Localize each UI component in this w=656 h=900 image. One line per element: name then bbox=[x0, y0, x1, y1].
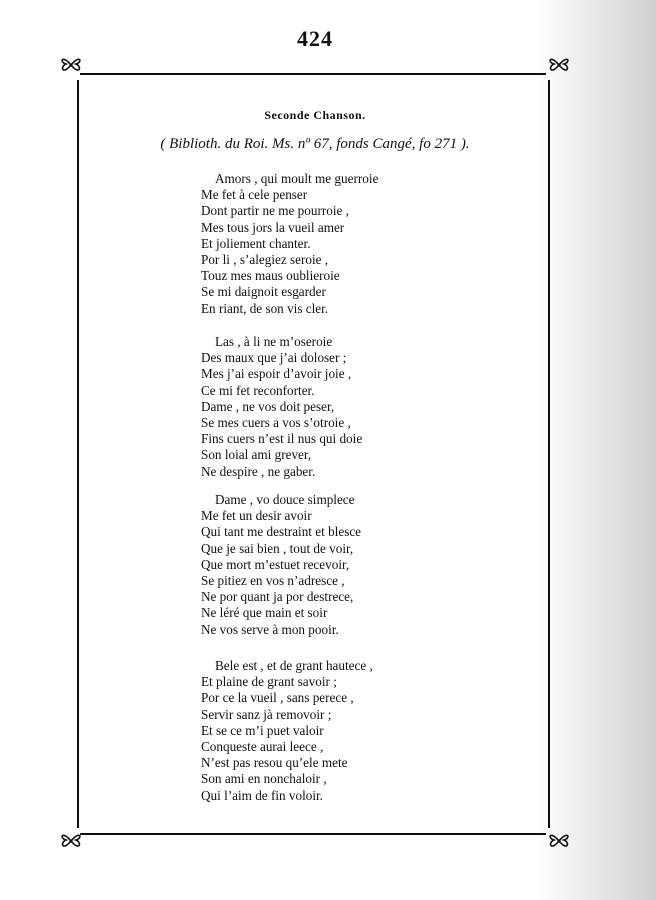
verse-line: Touz mes maus oublieroie bbox=[201, 268, 340, 284]
frame-left-rule bbox=[77, 80, 79, 828]
frame-right-rule bbox=[548, 80, 550, 828]
verse-line: Conqueste aurai leece , bbox=[201, 739, 324, 755]
frame-bottom-rule bbox=[80, 833, 546, 835]
stanza-4 bbox=[201, 658, 373, 804]
verse-line: Qui tant me destraint et blesce bbox=[201, 524, 362, 540]
verse-line: En riant, de son vis cler. bbox=[201, 300, 329, 316]
verse-line: Ne despire , ne gaber. bbox=[201, 463, 316, 479]
verse-line: Se mes cuers a vos s’otroie , bbox=[201, 415, 351, 431]
stanza-1 bbox=[201, 171, 378, 317]
verse-line: Se pitiez en vos n’adresce , bbox=[201, 573, 345, 589]
section-title: Seconde Chanson. bbox=[264, 108, 366, 122]
fleuron-ornament-icon bbox=[546, 52, 572, 78]
verse-line: Son loial ami grever, bbox=[201, 447, 312, 463]
verse-line: Ne por quant ja por destrece, bbox=[201, 589, 354, 605]
verse-line: Dont partir ne me pourroie , bbox=[201, 203, 349, 219]
manuscript-source-citation: ( Biblioth. du Roi. Ms. nº 67, fonds Cangé, fo 271 ). bbox=[160, 136, 470, 152]
verse-line: Et joliement chanter. bbox=[201, 235, 311, 251]
verse-line: Et plaine de grant savoir ; bbox=[201, 674, 337, 690]
verse-line: Qui l’aim de fin voloir. bbox=[201, 787, 323, 803]
verse-line: N’est pas resou qu’ele mete bbox=[201, 755, 348, 771]
stanza-3 bbox=[201, 492, 361, 638]
fleuron-ornament-icon bbox=[58, 52, 84, 78]
verse-line: Mes tous jors la vueil amer bbox=[201, 219, 345, 235]
stanza-2 bbox=[201, 334, 362, 480]
verse-line: Las , à li ne m’oseroie bbox=[215, 334, 333, 349]
verse-line: Ne vos serve à mon pooir. bbox=[201, 621, 339, 637]
frame-top-rule bbox=[80, 73, 546, 75]
fleuron-ornament-icon bbox=[58, 828, 84, 854]
page-number: 424 bbox=[297, 26, 333, 51]
verse-line: Se mi daignoit esgarder bbox=[201, 284, 326, 300]
page-edge-shadow bbox=[536, 0, 656, 900]
verse-line: Bele est , et de grant hautece , bbox=[215, 658, 373, 673]
verse-line: Me fet à cele penser bbox=[201, 187, 308, 203]
fleuron-ornament-icon bbox=[546, 828, 572, 854]
verse-line: Fins cuers n’est il nus qui doie bbox=[201, 431, 363, 447]
verse-line: Me fet un desir avoir bbox=[201, 508, 312, 524]
verse-line: Dame , ne vos doit peser, bbox=[201, 398, 335, 414]
verse-line: Et se ce m’i puet valoir bbox=[201, 722, 324, 738]
verse-line: Dame , vo douce simplece bbox=[215, 492, 355, 507]
verse-line: Servir sanz jà removoir ; bbox=[201, 706, 332, 722]
verse-line: Mes j’ai espoir d’avoir joie , bbox=[201, 366, 352, 382]
verse-line: Que je sai bien , tout de voir, bbox=[201, 540, 354, 556]
verse-line: Por li , s’alegiez seroie , bbox=[201, 252, 329, 268]
verse-line: Son ami en nonchaloir , bbox=[201, 771, 327, 787]
verse-line: Por ce la vueil , sans perece , bbox=[201, 690, 354, 706]
verse-line: Que mort m’estuet recevoir, bbox=[201, 556, 350, 572]
verse-line: Des maux que j’ai doloser ; bbox=[201, 350, 347, 366]
verse-line: Ce mi fet reconforter. bbox=[201, 382, 315, 398]
verse-line: Amors , qui moult me guerroie bbox=[215, 171, 379, 186]
verse-line: Ne léré que main et soir bbox=[201, 605, 328, 621]
